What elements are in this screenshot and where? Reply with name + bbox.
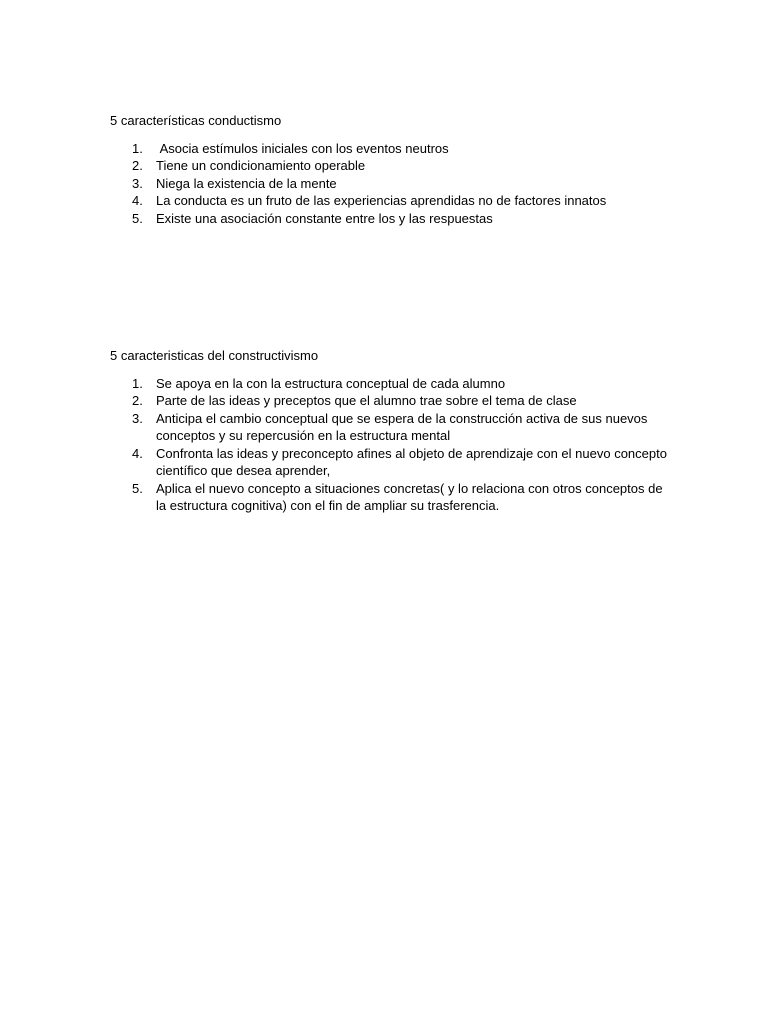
- list-number: 3.: [132, 410, 143, 426]
- list-item: [110, 392, 670, 410]
- list-item: [110, 445, 670, 480]
- list-item: [110, 210, 670, 228]
- list-item-text: Aplica el nuevo concepto a situaciones concretas( y lo relaciona con otros conceptos de la estructura cognitiva) con el fin de ampliar su trasferencia.: [156, 480, 663, 513]
- section-constructivismo: [110, 347, 670, 515]
- list-item: [110, 175, 670, 193]
- section-heading: 5 características conductismo: [110, 113, 282, 128]
- list-item-text: Confronta las ideas y preconcepto afines al objeto de aprendizaje con el nuevo concepto científico que desea aprender,: [156, 445, 667, 478]
- list-number: 5.: [132, 210, 143, 226]
- list-item: [110, 375, 670, 393]
- list-number: 2.: [132, 158, 143, 173]
- section-conductismo: [110, 112, 670, 227]
- list-number: 4.: [132, 193, 143, 208]
- numbered-list: [110, 140, 670, 228]
- list-item-text: Parte de las ideas y preceptos que el alumno trae sobre el tema de clase: [156, 393, 577, 408]
- list-item-text: Existe una asociación constante entre los y las respuestas: [156, 210, 493, 226]
- list-item: [110, 140, 670, 158]
- list-item-text: Anticipa el cambio conceptual que se espera de la construcción activa de sus nuevos conceptos y su repercusión en la estructura mental: [156, 410, 648, 443]
- list-item-text: Asocia estímulos iniciales con los eventos neutros: [156, 140, 449, 156]
- list-number: 2.: [132, 393, 143, 408]
- numbered-list: [110, 375, 670, 515]
- list-number: 5.: [132, 480, 143, 496]
- list-item-text: Niega la existencia de la mente: [156, 175, 337, 191]
- list-item: [110, 410, 670, 445]
- list-item: [110, 157, 670, 175]
- list-item-text: Tiene un condicionamiento operable: [156, 158, 366, 173]
- list-item: [110, 480, 670, 515]
- list-number: 1.: [132, 140, 143, 156]
- list-item-text: La conducta es un fruto de las experiencias aprendidas no de factores innatos: [156, 193, 607, 208]
- list-number: 3.: [132, 175, 143, 191]
- list-number: 1.: [132, 375, 143, 391]
- list-number: 4.: [132, 445, 143, 461]
- list-item-text: Se apoya en la con la estructura conceptual de cada alumno: [156, 375, 506, 391]
- list-item: [110, 192, 670, 210]
- section-heading: 5 caracteristicas del constructivismo: [110, 348, 319, 363]
